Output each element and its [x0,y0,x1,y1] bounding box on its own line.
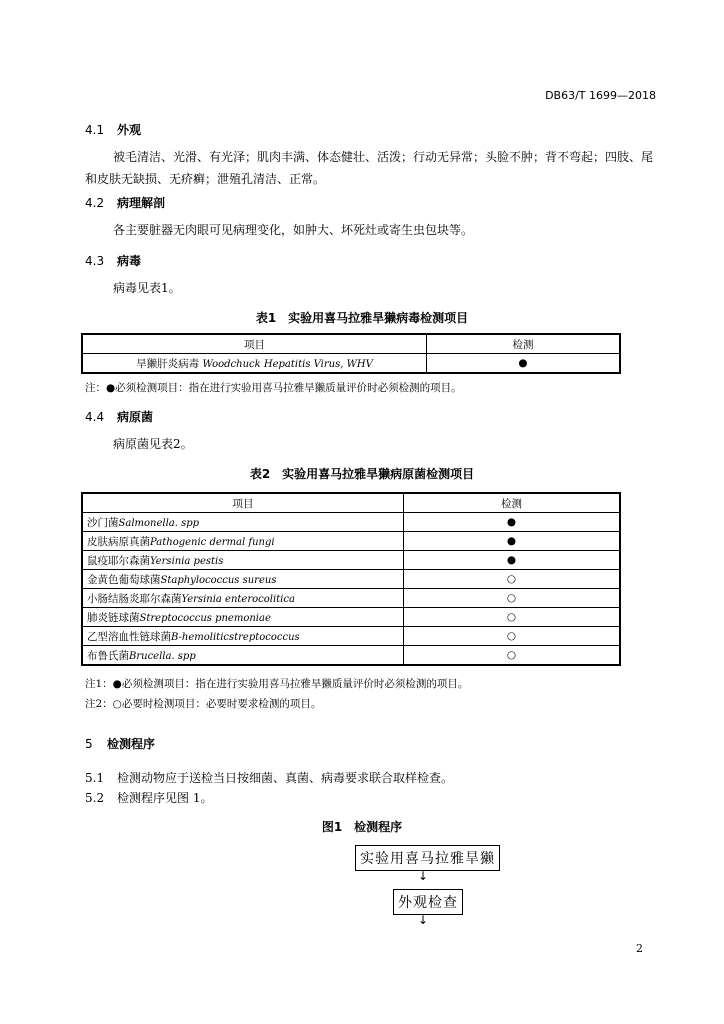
table-cell-item [82,551,404,570]
table-header-row [82,334,620,354]
item-latin: Pathogenic dermal fungi [150,536,275,548]
section-number: 5 [85,737,93,751]
table-header-cell: 项目 [82,493,404,513]
item-latin: Salmonella. spp [118,517,200,529]
section-number: 5.2 [85,791,105,805]
item-cn: 沙门菌 [87,516,119,529]
section-body: 检测程序见图 1。 [117,791,213,805]
table-row [82,589,620,608]
section-4-1-heading [85,121,141,138]
section-number: 4.3 [85,254,105,268]
item-cn: 小肠结肠炎耶尔森菌 [87,592,182,605]
section-4-1-body: 被毛清洁、光滑、有光泽；肌肉丰满、体态健壮、活泼；行动无异常；头脸不肿；背不弯起；四肢、尾和皮肤无缺损、无疥癣；泄殖孔清洁、正常。 [85,150,654,186]
table-row [82,570,620,589]
table-header-row [82,493,620,513]
table-cell-mark: ○ [404,570,621,589]
section-body: 检测动物应于送检当日按细菌、真菌、病毒要求联合取样检查。 [117,771,454,785]
table-cell-mark: ● [404,532,621,551]
table-header-cell: 检测 [427,334,621,354]
item-latin: Yersinia pestis [150,555,224,567]
table-cell-item [82,608,404,627]
table-cell-item [82,570,404,589]
table-row [82,532,620,551]
table-cell-item [82,646,404,666]
section-4-3-heading [85,252,141,269]
table-cell-mark: ● [404,551,621,570]
table2-note-2: 注2：○必要时检测项目：必要时要求检测的项目。 [85,698,322,710]
table1 [81,333,621,374]
section-4-4-body: 病原菌见表2。 [113,437,193,451]
item-cn: 金黄色葡萄球菌 [87,573,161,586]
table-cell-item [82,627,404,646]
table-header-cell: 检测 [404,493,621,513]
table-cell-item [82,532,404,551]
item-latin: Yersinia enterocolitica [181,593,295,605]
section-number: 4.4 [85,410,105,424]
table-row [82,551,620,570]
section-title: 检测程序 [107,737,156,751]
table-cell-mark: ● [404,513,621,532]
item-latin: Brucella. spp [129,650,196,662]
table-cell-mark: ○ [404,589,621,608]
table1-caption: 表1 实验用喜马拉雅旱獭病毒检测项目 [255,311,469,325]
section-title: 病毒 [117,254,142,268]
figure1-caption: 图1 检测程序 [321,820,403,834]
table-cell-mark: ○ [404,608,621,627]
page-number: 2 [636,942,643,955]
table-cell-mark: ○ [404,646,621,666]
item-latin: Streptococcus pnemoniae [139,612,271,624]
table2 [81,492,621,666]
document-id: DB63/T 1699—2018 [545,89,656,102]
table-row [82,354,620,374]
down-arrow-icon: ↓ [418,869,429,883]
item-cn: 布鲁氏菌 [87,649,129,662]
item-cn: 皮肤病原真菌 [87,535,150,548]
table-cell-mark: ● [427,354,621,374]
section-number: 5.1 [85,771,105,785]
section-title: 病原菌 [117,410,154,424]
table1-note: 注：●必须检测项目：指在进行实验用喜马拉雅旱獭质量评价时必须检测的项目。 [85,382,462,394]
section-4-3-body: 病毒见表1。 [113,281,181,295]
item-cn: 乙型溶血性链球菌 [87,630,171,643]
section-4-2-body: 各主要脏器无肉眼可见病理变化，如肿大、坏死灶或寄生虫包块等。 [113,223,474,237]
item-latin: Woodchuck Hepatitis Virus, WHV [202,358,373,370]
table2-caption: 表2 实验用喜马拉雅旱獭病原菌检测项目 [249,467,475,481]
table-cell-item [82,354,427,374]
item-latin: Staphylococcus sureus [160,574,277,586]
item-cn: 旱獭肝炎病毒 [136,357,200,370]
table-cell-mark: ○ [404,627,621,646]
table-row [82,627,620,646]
section-title: 病理解剖 [117,196,166,210]
flow-step-1: 实验用喜马拉雅旱獭 [355,845,500,871]
section-number: 4.2 [85,196,105,210]
flow-step-2: 外观检查 [393,889,463,915]
section-number: 4.1 [85,123,105,137]
table-cell-item [82,513,404,532]
section-title: 外观 [117,123,142,137]
item-cn: 鼠疫耶尔森菌 [87,554,150,567]
section-5-1 [85,767,453,789]
down-arrow-icon: ↓ [418,913,429,927]
section-4-4-heading [85,408,153,425]
item-cn: 肺炎链球菌 [87,611,140,624]
section-5-heading [85,735,155,752]
item-latin: B-hemoliticstreptococcus [171,631,300,643]
table-row [82,608,620,627]
table2-note-1: 注1：●必须检测项目：指在进行实验用喜马拉雅旱獭质量评价时必须检测的项目。 [85,678,469,690]
table-header-cell: 项目 [82,334,427,354]
section-5-2 [85,787,212,809]
table-row [82,513,620,532]
section-4-2-heading [85,194,165,211]
table-cell-item [82,589,404,608]
table-row [82,646,620,666]
